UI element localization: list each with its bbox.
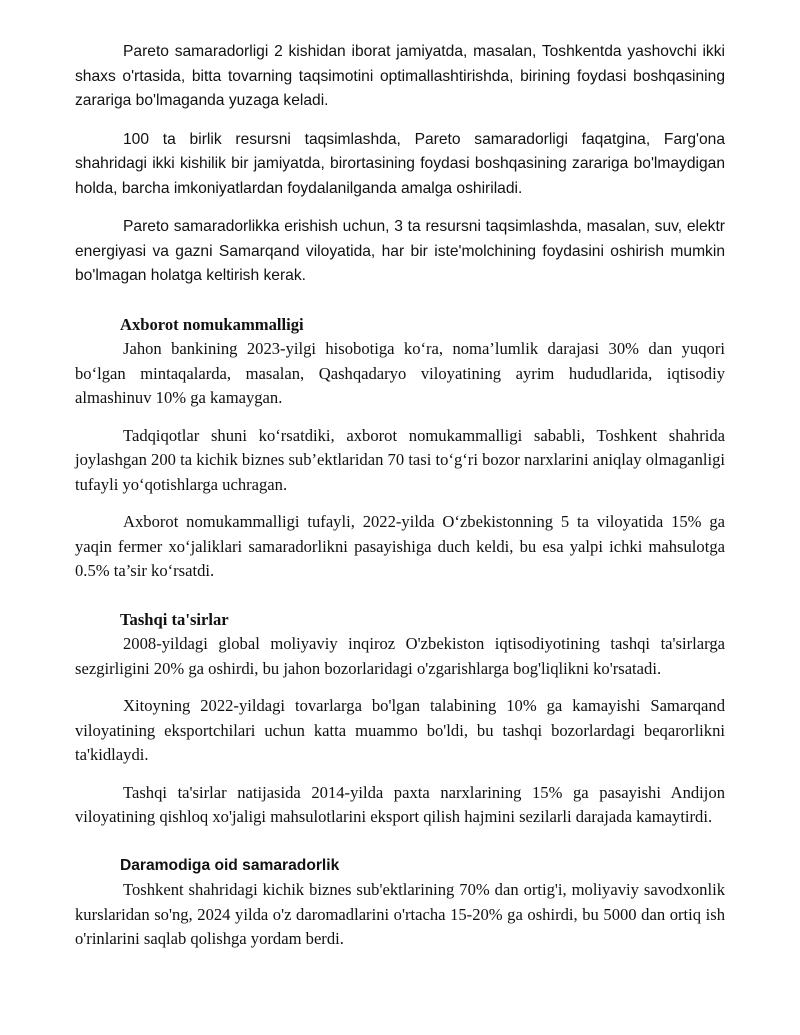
section-heading-axborot: Axborot nomukammalligi xyxy=(120,314,304,334)
paragraph-axborot-2: Tadqiqotlar shuni ko‘rsatdiki, axborot nomukammalligi sababli, Toshkent shahrida joylashgan 200 ta kichik biznes sub’ektlaridan 70 tasi to‘g‘ri bozor narxlarini aniqlay olmaganligi tufayli yo‘qotishlarga uchragan. xyxy=(75,425,725,494)
paragraph-pareto-3: Pareto samaradorlikka erishish uchun, 3 ta resursni taqsimlashda, masalan, suv, elektr energiyasi va gazni Samarqand viloyatida, har bir iste'molchining foydasini oshirish mumkin bo'lmagan holatga keltirish kerak. xyxy=(75,218,725,284)
section-heading-daromad: Daramodiga oid samaradorlik xyxy=(120,856,340,874)
paragraph-axborot-1: Jahon bankining 2023-yilgi hisobotiga ko‘ra, noma’lumlik darajasi 30% dan yuqori bo‘lgan mintaqalarda, masalan, Qashqadaryo viloyatining ayrim hududlarida, iqtisodiy almashinuv 10% ga kamaygan. xyxy=(75,339,725,407)
section-heading-tashqi: Tashqi ta'sirlar xyxy=(120,609,229,629)
paragraph-tashqi-2: Xitoyning 2022-yildagi tovarlarga bo'lgan talabining 10% ga kamayishi Samarqand viloyatining eksportchilari uchun katta muammo bo'ldi, bu tashqi bozorlardagi beqarorlikni ta'kidlaydi. xyxy=(75,696,725,764)
paragraph-tashqi-1: 2008-yildagi global moliyaviy inqiroz O'zbekiston iqtisodiyotining tashqi ta'sirlarga sezgirligini 20% ga oshirdi, bu jahon bozorlaridagi o'zgarishlarga bog'liqlikni ko'rsatadi. xyxy=(75,634,725,678)
paragraph-axborot-3: Axborot nomukammalligi tufayli, 2022-yilda O‘zbekistonning 5 ta viloyatida 15% ga yaqin fermer xo‘jaliklari samaradorlikni pasayishiga duch keldi, bu esa yalpi ichki mahsulotga 0.5% ta’sir ko‘rsatdi. xyxy=(75,512,725,580)
paragraph-daromad-1: Toshkent shahridagi kichik biznes sub'ektlarining 70% dan ortig'i, moliyaviy savodxonlik kurslaridan so'ng, 2024 yilda o'z daromadlarini o'rtacha 15-20% ga oshirdi, bu 5000 dan ortiq ish o'rinlarini saqlab qolishga yordam berdi. xyxy=(75,880,725,948)
paragraph-pareto-2: 100 ta birlik resursni taqsimlashda, Pareto samaradorligi faqatgina, Farg'ona shahridagi ikki kishilik bir jamiyatda, birortasining foydasi boshqasining zarariga bo'lmaydigan holda, barcha imkoniyatlardan foydalanilganda amalga oshiriladi. xyxy=(75,130,725,197)
paragraph-tashqi-3: Tashqi ta'sirlar natijasida 2014-yilda paxta narxlarining 15% ga pasayishi Andijon viloyatining qishloq xo'jaligi mahsulotlarini eksport qilish hajmini sezilarli darajada kamaytirdi. xyxy=(75,782,725,826)
paragraph-pareto-1: Pareto samaradorligi 2 kishidan iborat jamiyatda, masalan, Toshkentda yashovchi ikki shaxs o'rtasida, bitta tovarning taqsimotini optimallashtirishda, birining foydasi boshqasining zarariga bo'lmaganda yuzaga keladi. xyxy=(75,43,725,109)
document-page xyxy=(75,40,725,952)
